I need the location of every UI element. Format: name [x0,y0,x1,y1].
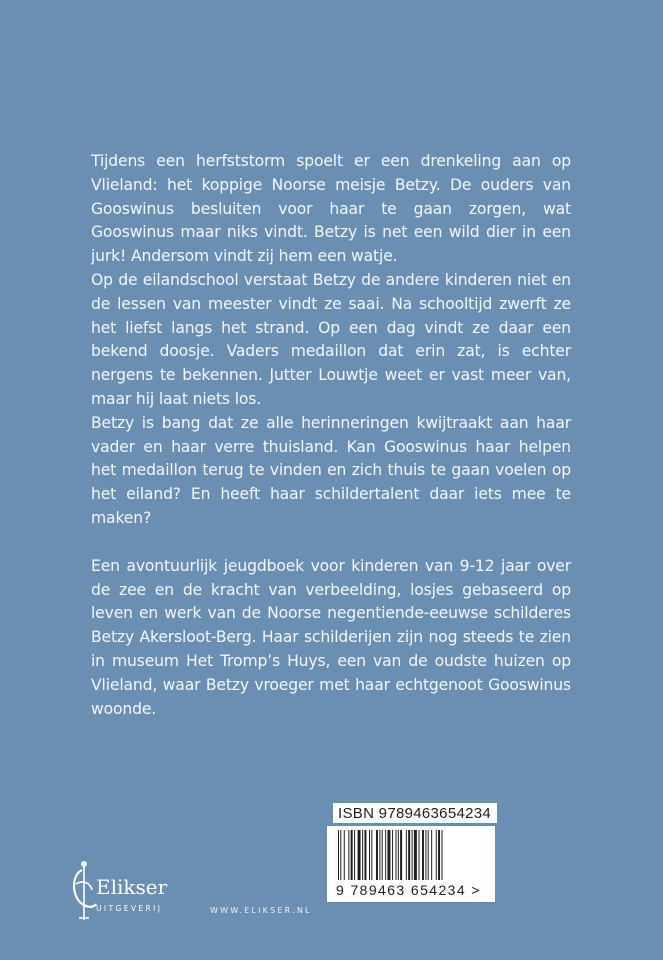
barcode-bar [387,830,390,880]
barcode-bar [436,830,437,880]
barcode-bar [364,830,366,880]
publisher-website: WWW.ELIKSER.NL [210,906,312,915]
barcode-bar [422,830,424,880]
barcode-bar [340,830,341,880]
barcode-digits: 9 789463 654234 > [336,882,481,898]
barcode-bar [398,830,399,880]
barcode-bar [396,830,397,880]
barcode-bar [348,830,349,880]
publisher-sub: UITGEVERIJ [96,904,163,913]
barcode-bar [385,830,386,880]
barcode-bar [408,830,410,880]
barcode-bar [431,830,432,880]
barcode-bar [371,830,372,880]
barcode-bar [442,830,443,880]
barcode-bar [382,830,383,880]
barcode-bar [369,830,370,880]
isbn-label: ISBN 9789463654234 [333,803,497,823]
barcode-bar [412,830,413,880]
barcode-bar [344,830,345,880]
barcode-bar [419,830,420,880]
barcode-bar [379,830,380,880]
barcode-bar [354,830,355,880]
barcode-icon [336,830,492,882]
barcode-bar [428,830,429,880]
barcode-bar [406,830,407,880]
barcode-bar [392,830,393,880]
barcode-bar [425,830,426,880]
blurb-text [91,150,571,721]
barcode-bar [414,830,417,880]
blurb-paragraph-2: Op de eilandschool verstaat Betzy de andere kinderen niet en de lessen van meester vindt ze saai. Na schooltijd zwerft ze het liefst langs het strand. Op een dag vindt ze daar een bekend doosje. Vaders medaillon dat erin zat, is echter nergens te bekennen. Jutter Louwtje weet er vast meer van, maar hij laat niets los. [91,270,571,408]
barcode-bar [338,830,339,880]
barcode-bar [400,830,402,880]
publisher-name: Elikser [96,875,168,899]
barcode-bar [362,830,363,880]
barcode-bar [438,830,440,880]
blurb-paragraph-1: Tijdens een herfststorm spoelt er een drenkeling aan op Vlieland: het koppige Noorse meisje Betzy. De ouders van Gooswinus besluiten voor haar te gaan zorgen, wat Gooswinus maar niks vindt. Betzy is net een wild dier in een jurk! Andersom vindt zij hem een watje. [91,152,571,266]
barcode-bar [351,830,353,880]
blurb-paragraph-3: Betzy is bang dat ze alle herinneringen kwijtraakt aan haar vader en haar verre thuisland. Kan Gooswinus haar helpen het medaillon terug te vinden en zich thuis te gaan voelen op het eiland? En heeft haar schildertalent daar iets mee te maken? [91,413,571,527]
barcode-bar [376,830,378,880]
barcode-bar [358,830,361,880]
blurb-paragraph-4: Een avontuurlijk jeugdboek voor kinderen van 9-12 jaar over de zee en de kracht van verbeelding, losjes gebaseerd op leven en werk van de Noorse negentiende-eeuwse schilderes Betzy Akersloot-Berg. Haar schilderijen zijn nog steeds te zien in museum Het Tromp’s Huys, een van de oudste huizen op Vlieland, waar Betzy vroeger met haar echtgenoot Gooswinus woonde. [91,556,571,718]
